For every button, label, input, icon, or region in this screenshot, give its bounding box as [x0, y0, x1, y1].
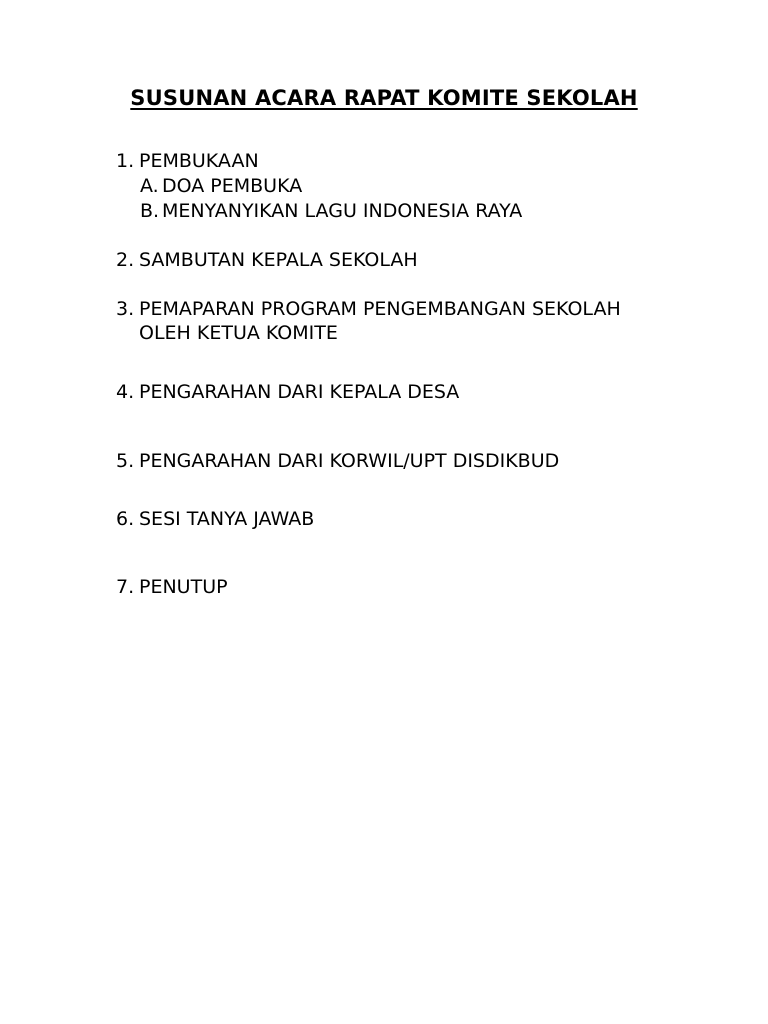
agenda-number: 6. [116, 508, 135, 530]
agenda-number: 7. [116, 576, 135, 598]
agenda-text: PENUTUP [139, 576, 228, 598]
document-title: SUSUNAN ACARA RAPAT KOMITE SEKOLAH [130, 86, 638, 110]
agenda-text: SAMBUTAN KEPALA SEKOLAH [139, 249, 418, 271]
subitem-text: DOA PEMBUKA [162, 175, 303, 197]
agenda-text-continued: OLEH KETUA KOMITE [139, 322, 338, 344]
agenda-text: PEMAPARAN PROGRAM PENGEMBANGAN SEKOLAH [139, 298, 621, 320]
agenda-text: PENGARAHAN DARI KORWIL/UPT DISDIKBUD [139, 450, 560, 472]
agenda-number: 4. [116, 381, 135, 403]
subitem-letter: B. [140, 200, 160, 222]
agenda-text: PENGARAHAN DARI KEPALA DESA [139, 381, 460, 403]
agenda-text: PEMBUKAAN [139, 150, 259, 172]
agenda-text: SESI TANYA JAWAB [139, 508, 315, 530]
agenda-number: 2. [116, 249, 135, 271]
subitem-text: MENYANYIKAN LAGU INDONESIA RAYA [162, 200, 523, 222]
agenda-number: 1. [116, 150, 135, 172]
subitem-letter: A. [140, 175, 159, 197]
agenda-number: 5. [116, 450, 135, 472]
agenda-number: 3. [116, 298, 135, 320]
